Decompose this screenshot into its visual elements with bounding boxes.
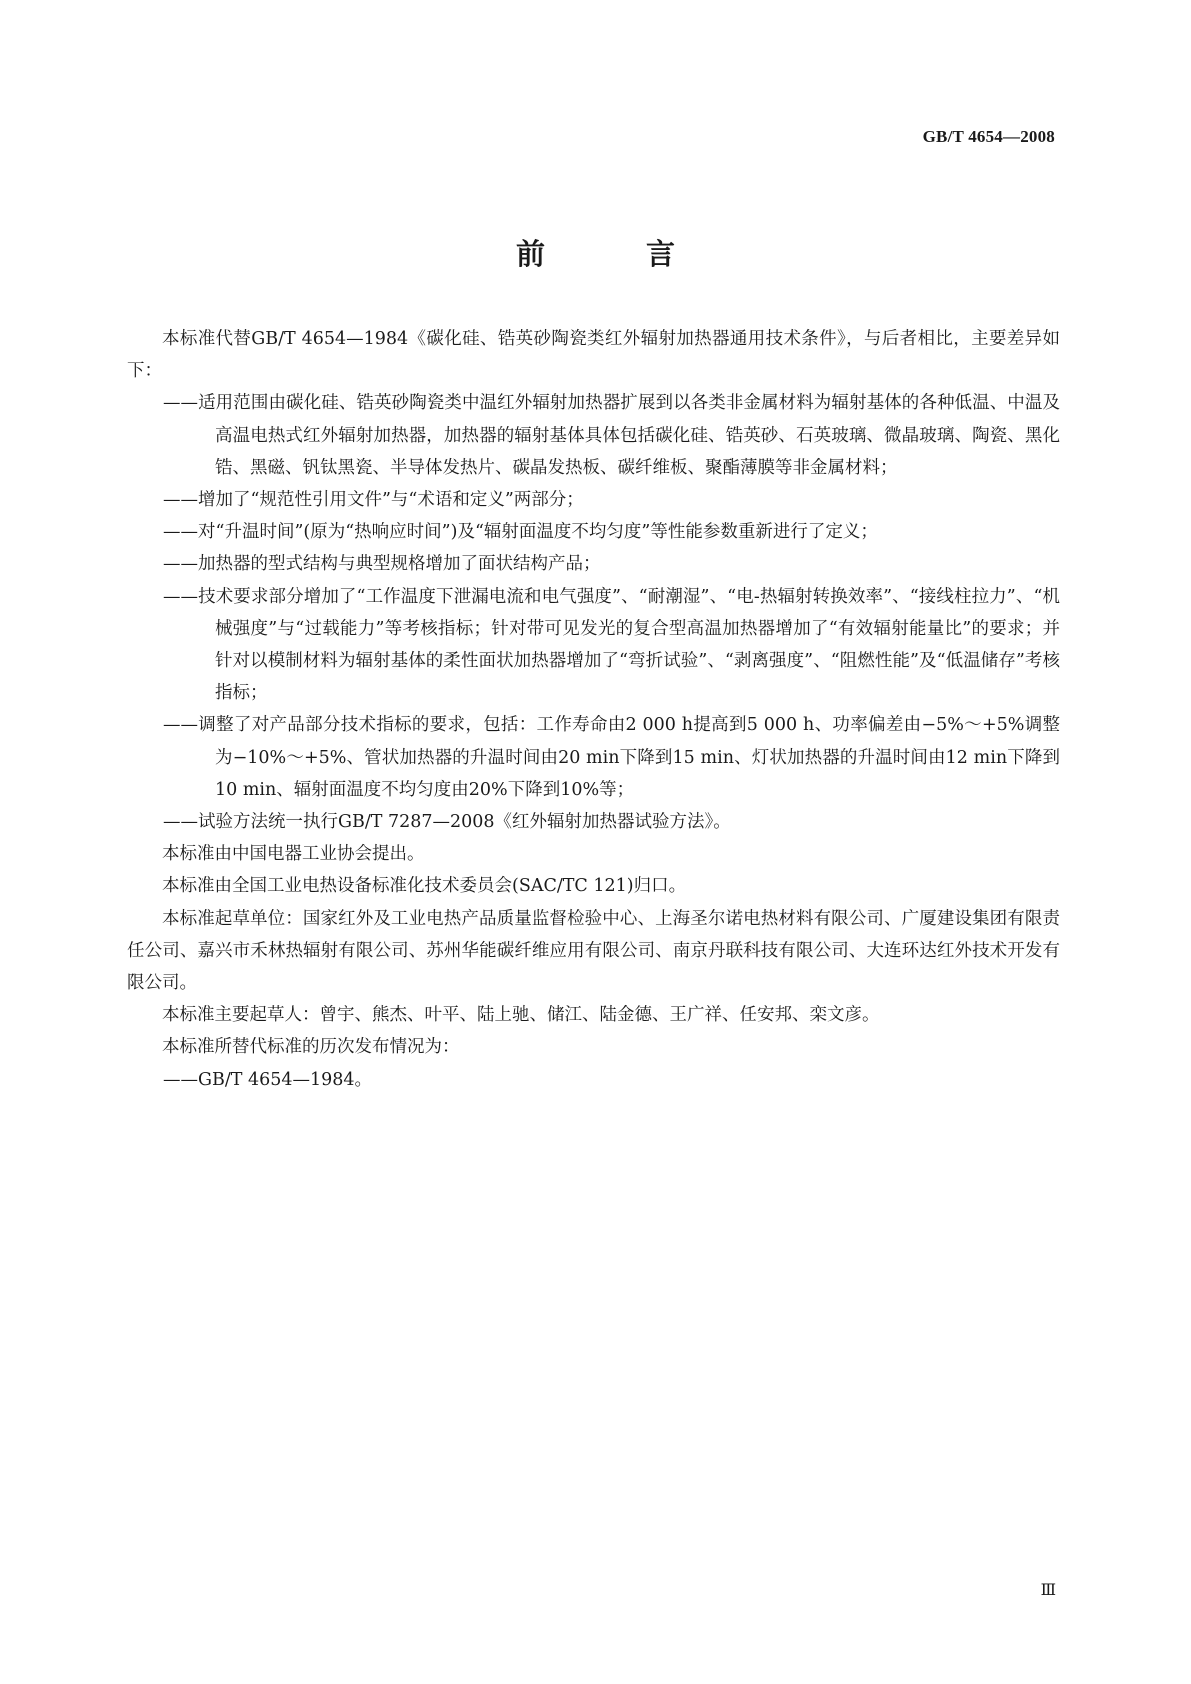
drafting-units-paragraph: 本标准起草单位：国家红外及工业电热产品质量监督检验中心、上海圣尔诺电热材料有限公司、广厦建设集团有限责任公司、嘉兴市禾林热辐射有限公司、苏州华能碳纤维应用有限公司、南京丹联科技有限公司、大连环达红外技术开发有限公司。	[127, 908, 1060, 994]
proposer-paragraph: 本标准由中国电器工业协会提出。	[162, 844, 425, 865]
committee-paragraph: 本标准由全国工业电热设备标准化技术委员会(SAC/TC 121)归口。	[162, 876, 687, 897]
difference-item-indicators: ——调整了对产品部分技术指标的要求，包括：工作寿命由2 000 h提高到5 000 h、功率偏差由−5%～+5%调整为−10%～+5%、管状加热器的升温时间由20 min下降到15 min、灯状加热器的升温时间由12 min下降到10 min、辐射面温度不均匀度由20%下降到10%等；	[163, 715, 1060, 800]
foreword-body	[127, 323, 1060, 1096]
history-heading-paragraph: 本标准所替代标准的历次发布情况为：	[162, 1037, 460, 1058]
page-number: Ⅲ	[1040, 1582, 1056, 1599]
drafters-paragraph: 本标准主要起草人：曾宇、熊杰、叶平、陆上驰、储江、陆金德、王广祥、任安邦、栾文彦。	[162, 1005, 880, 1026]
difference-item-references: ——增加了“规范性引用文件”与“术语和定义”两部分；	[163, 490, 584, 511]
page-title: 前 言	[515, 237, 711, 271]
difference-item-test-method: ——试验方法统一执行GB/T 7287—2008《红外辐射加热器试验方法》。	[163, 812, 731, 833]
standard-code: GB/T 4654—2008	[922, 127, 1055, 146]
difference-item-structure: ——加热器的型式结构与典型规格增加了面状结构产品；	[163, 554, 601, 575]
difference-item-scope: ——适用范围由碳化硅、锆英砂陶瓷类中温红外辐射加热器扩展到以各类非金属材料为辐射基体的各种低温、中温及高温电热式红外辐射加热器，加热器的辐射基体具体包括碳化硅、锆英砂、石英玻璃、微晶玻璃、陶瓷、黑化锆、黑磁、钒钛黑瓷、半导体发热片、碳晶发热板、碳纤维板、聚酯薄膜等非金属材料；	[163, 393, 1060, 478]
difference-item-requirements: ——技术要求部分增加了“工作温度下泄漏电流和电气强度”、“耐潮湿”、“电-热辐射转换效率”、“接线柱拉力”、“机械强度”与“过载能力”等考核指标；针对带可见发光的复合型高温加热器增加了“有效辐射能量比”的要求；并针对以模制材料为辐射基体的柔性面状加热器增加了“弯折试验”、“剥离强度”、“阻燃性能”及“低温储存”考核指标；	[163, 586, 1060, 704]
history-item: ——GB/T 4654—1984。	[163, 1069, 373, 1090]
intro-paragraph: 本标准代替GB/T 4654—1984《碳化硅、锆英砂陶瓷类红外辐射加热器通用技术条件》，与后者相比，主要差异如下：	[127, 329, 1060, 382]
difference-item-definitions: ——对“升温时间”(原为“热响应时间”)及“辐射面温度不均匀度”等性能参数重新进行了定义；	[163, 522, 878, 543]
